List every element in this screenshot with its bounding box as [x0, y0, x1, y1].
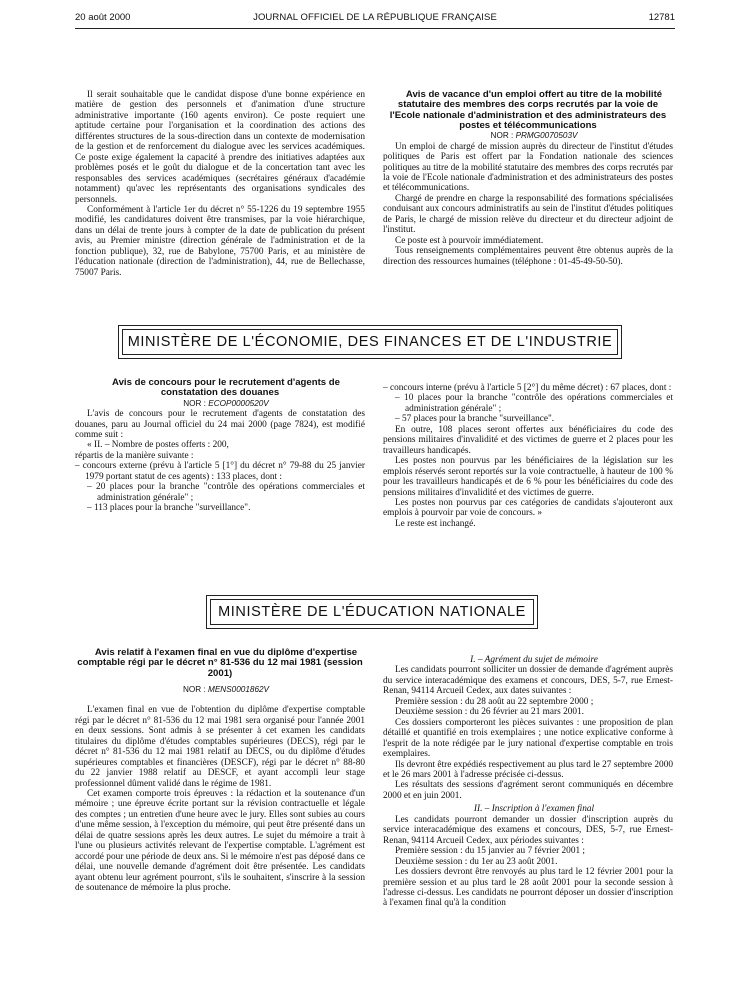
paragraph: Les postes non pourvus par les bénéficiaires de la législation sur les emplois réservés seront reportés sur la voie contractuelle, à hauteur de 100 % pour les travailleurs handicapés et de 6 % pour les bénéficiaires du code des pensions militaires d'invalidité et des victimes de guerre. — [383, 456, 673, 498]
nor-reference: NOR : PRMG0070503V — [490, 131, 578, 141]
paragraph: Ces dossiers comporteront les pièces suivantes : une proposition de plan détaillé et quantifié en trois exemplaires ; une notice explicative conforme à l'esprit de la note rédigée par le jury national d'expertise comptable en trois exemplaires. — [383, 717, 673, 760]
top-left-column — [75, 90, 365, 278]
paragraph: Les postes non pourvus par ces catégories de candidats s'ajouteront aux emplois à pourvoir par voie de concours. » — [383, 497, 673, 519]
ministry-banner: MINISTÈRE DE L'ÉCONOMIE, DES FINANCES ET DE L'INDUSTRIE — [122, 329, 618, 355]
paragraph: Deuxième session : du 26 février au 21 mars 2001. — [395, 707, 584, 718]
paragraph: Un emploi de chargé de mission auprès du directeur de l'institut d'études politiques de Paris est offert par la Fondation nationale des sciences politiques au titre de la mobilité statutaire des membres des corps recrutés par la voie de l'Ecole nationale d'administration et des administrateurs des postes et télécommunications. — [383, 141, 673, 194]
paragraph: Tous renseignements complémentaires peuvent être obtenus auprès de la direction des ressources humaines (téléphone : 01-45-49-50-50). — [383, 246, 673, 267]
paragraph: L'avis de concours pour le recrutement d'agents de constatation des douanes, paru au Journal officiel du 24 mai 2000 (page 7824), est modifié comme suit : — [75, 409, 365, 440]
list-item: – 20 places pour la branche "contrôle des opérations commerciales et administration générale" ; — [87, 482, 365, 503]
paragraph: Ce poste est à pourvoir immédiatement. — [395, 235, 544, 246]
ministry-banner: MINISTÈRE DE L'ÉDUCATION NATIONALE — [210, 599, 534, 625]
section-heading: II. – Inscription à l'examen final — [473, 804, 595, 815]
section-heading: I. – Agrément du sujet de mémoire — [470, 655, 598, 665]
notice-title: Avis de concours pour le recrutement d'agents de constatation des douanes — [112, 377, 340, 399]
nor-reference: NOR : MENS0001862V — [182, 684, 270, 694]
paragraph: Première session : du 15 janvier au 7 février 2001 ; — [395, 846, 586, 857]
list-item: – concours interne (prévu à l'article 5 [2°] du même décret) : 67 places, dont : — [383, 383, 672, 393]
mid-left-column — [75, 378, 365, 514]
page-number: 12781 — [648, 12, 675, 23]
issue-date: 20 août 2000 — [75, 12, 131, 23]
notice-title: Avis relatif à l'examen final en vue du diplôme d'expertise comptable régi par le décret n° 81-536 du 12 mai 1981 (session 2001) — [77, 647, 363, 679]
paragraph: Deuxième session : du 1er au 23 août 2001. — [395, 856, 558, 867]
list-item: – 10 places pour la branche "contrôle des opérations commerciales et administration générale" ; — [395, 393, 673, 414]
paragraph: Les dossiers devront être renvoyés au plus tard le 12 février 2001 pour la première session et au plus tard le 28 août 2001 pour la seconde session à l'adresse ci-dessus. Les candidats ne pourront déposer un dossier d'inscription à l'examen final qu'à la condition — [383, 867, 673, 909]
list-item: – 57 places pour la branche "surveillance". — [395, 414, 555, 425]
paragraph: « II. – Nombre de postes offerts : 200, — [87, 440, 229, 451]
paragraph: Cet examen comporte trois épreuves : la rédaction et la soutenance d'un mémoire ; une épreuve écrite portant sur la révision contractuelle et légale des comptes ; un entretien d'une heure avec le jury. Elles sont subies au cours d'une même session, à l'exception du mémoire, qui peut être présenté dans un délai de quatre sessions après les deux autres. Le sujet du mémoire a trait à l'une ou plusieurs activités relevant de l'expertise comptable. L'agrément est accordé pour une période de deux ans. Si le mémoire n'est pas déposé dans ce délai, une nouvelle demande d'agrément doit être présentée. Les candidats ayant obtenu leur agrément pourront, s'ils le souhaitent, s'inscrire à la session de soutenance de mémoire la plus proche. — [75, 788, 365, 894]
journal-title: JOURNAL OFFICIEL DE LA RÉPUBLIQUE FRANÇAISE — [253, 12, 497, 23]
header-rule — [75, 28, 675, 29]
paragraph: L'examen final en vue de l'obtention du diplôme d'expertise comptable régi par le décret n° 81-536 du 12 mai 1981 sera organisé pour l'année 2001 en deux sessions. Sont admis à se présenter à cet examen les candidats titulaires du diplôme d'études comptables supérieures (DECS), régi par le décret n° 81-536 du 12 mai 1981 relatif au DECS, ou du diplôme d'études supérieures comptables et financières (DESCF), régi par le décret n° 88-80 du 22 janvier 1988 relatif au DESCF, et ayant accompli leur stage professionnel dûment validé dans le régime de 1981. — [75, 705, 365, 789]
paragraph: répartis de la manière suivante : — [75, 450, 194, 461]
paragraph: Les candidats pourront demander un dossier d'inscription auprès du service interacadémique des examens et concours, DES, 5-7, rue Ernest-Renan, 94114 Arcueil Cedex, aux périodes suivantes : — [383, 814, 673, 846]
bottom-left-column — [75, 648, 365, 894]
paragraph: Première session : du 28 août au 22 septembre 2000 ; — [395, 696, 594, 707]
paragraph: En outre, 108 places seront offertes aux bénéficiaires du code des pensions militaires d'invalidité et des victimes de guerre et 2 places pour les travailleurs handicapés. — [383, 424, 673, 456]
paragraph: Ils devront être expédiés respectivement au plus tard le 27 septembre 2000 et le 26 mars 2001 à l'adresse précisée ci-dessus. — [383, 759, 673, 780]
nor-reference: NOR : ECOP0000520V — [183, 398, 269, 408]
paragraph: Chargé de prendre en charge la responsabilité des formations spécialisées conduisant aux concours administratifs au sein de l'institut d'études politiques de Paris, le chargé de mission relève du directeur et du directeur adjoint de l'institut. — [383, 193, 673, 236]
paragraph: Il serait souhaitable que le candidat dispose d'une bonne expérience en matière de gestion des personnels et d'animation d'une structure administrative importante (160 agents environ). Ce poste requiert une aptitude certaine pour l'organisation et la coordination des actions des différentes structures de la sous-direction dans un contexte de modernisation de la gestion et de renforcement du dialogue avec les services académiques. Ce poste exige également la capacité à prendre des initiatives adaptées aux problèmes posés et le goût du dialogue et de la concertation tant avec les responsables des services académiques (secrétaires généraux d'académie notamment) qu'avec les représentants des organisations syndicales des personnels. — [75, 90, 365, 205]
paragraph: Conformément à l'article 1er du décret n° 55-1226 du 19 septembre 1955 modifié, les candidatures doivent être transmises, par la voie hiérarchique, dans un délai de trente jours à compter de la date de publication du présent avis, au Premier ministre (direction générale de l'administration et de la fonction publique), 32, rue de Babylone, 75700 Paris, et au ministère de l'éducation nationale (direction de l'administration), 44, rue de Bellechasse, 75007 Paris. — [75, 204, 365, 278]
top-right-column — [383, 90, 673, 267]
page-header — [75, 12, 675, 26]
paragraph: Les candidats pourront solliciter un dossier de demande d'agrément auprès du service interacadémique des examens et concours, DES, 5-7, rue Ernest-Renan, 94114 Arcueil Cedex, aux dates suivantes : — [383, 665, 673, 697]
mid-right-column — [383, 383, 673, 529]
list-item: – concours externe (prévu à l'article 5 [1°] du décret n° 79-88 du 25 janvier 1979 portant statut de ces agents) : 133 places, dont : — [75, 461, 365, 482]
bottom-right-column — [383, 655, 673, 909]
notice-title: Avis de vacance d'un emploi offert au titre de la mobilité statutaire des membres des corps recrutés par la voie de l'Ecole nationale d'administration et des administrateurs des postes et télécommunications — [389, 89, 667, 131]
list-item: – 113 places pour la branche "surveillance". — [87, 503, 251, 514]
paragraph: Le reste est inchangé. — [395, 518, 476, 529]
paragraph: Les résultats des sessions d'agrément seront communiqués en décembre 2000 et en juin 2001. — [383, 780, 673, 801]
